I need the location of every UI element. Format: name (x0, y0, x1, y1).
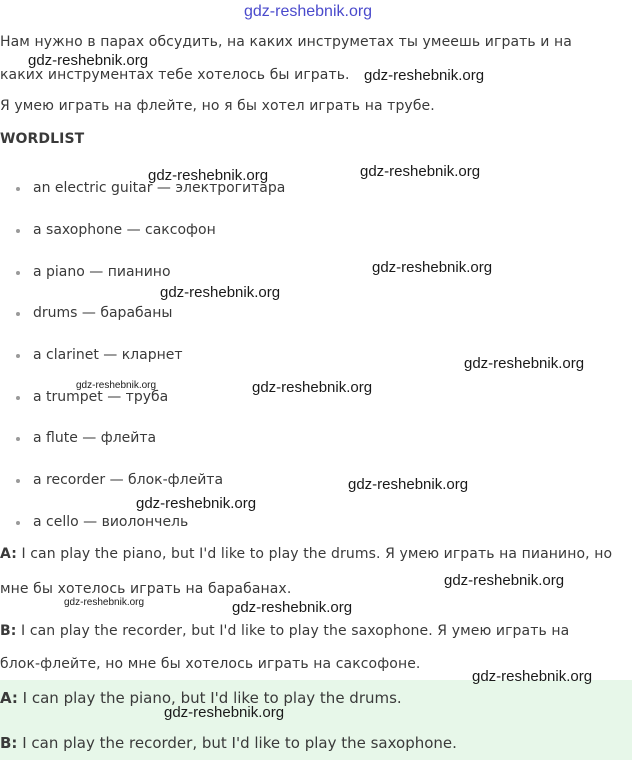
answer-text: I can play the recorder, but I'd like to play the saxophone. (17, 734, 457, 752)
watermark: gdz-reshebnik.org (252, 379, 373, 396)
watermark: gdz-reshebnik.org (372, 259, 493, 276)
dialogue-b-line-2: блок-флейте, но мне бы хотелось играть на саксофоне. (0, 656, 421, 672)
bullet-icon (16, 187, 20, 191)
watermark: gdz-reshebnik.org (28, 52, 149, 69)
watermark: gdz-reshebnik.org (164, 704, 285, 721)
list-item-text: a cello — виолончель (33, 514, 189, 530)
bullet-icon (16, 312, 20, 316)
watermark: gdz-reshebnik.org (348, 476, 469, 493)
bullet-icon (16, 271, 20, 275)
answer-line-b (0, 734, 457, 752)
speaker-label: A: (0, 689, 18, 707)
list-item-text: a recorder — блок-флейта (33, 472, 224, 488)
task-text-line-1: Нам нужно в парах обсудить, на каких инструметах ты умеешь играть и на (0, 34, 572, 50)
list-item-text: a flute — флейта (33, 430, 157, 446)
watermark: gdz-reshebnik.org (232, 599, 353, 616)
dialogue-a-line-2: мне бы хотелось играть на барабанах. (0, 581, 292, 597)
answer-text: I can play the piano, but I'd like to play the drums. (17, 689, 402, 707)
bullet-icon (16, 479, 20, 483)
watermark: gdz-reshebnik.org (360, 163, 481, 180)
bullet-icon (16, 396, 20, 400)
bullet-icon (16, 354, 20, 358)
dialogue-a-line-1 (0, 546, 612, 562)
wordlist-heading: WORDLIST (0, 131, 85, 147)
dialogue-text: I can play the recorder, but I'd like to play the saxophone. Я умею играть на (16, 623, 570, 639)
task-text-line-2: каких инструментах тебе хотелось бы играть. (0, 67, 350, 83)
speaker-label: B: (0, 623, 17, 639)
watermark: gdz-reshebnik.org (76, 380, 157, 391)
bullet-icon (16, 229, 20, 233)
watermark: gdz-reshebnik.org (148, 167, 269, 184)
watermark: gdz-reshebnik.org (136, 495, 257, 512)
list-item-text: a trumpet — труба (33, 389, 169, 405)
speaker-label: B: (0, 734, 18, 752)
dialogue-b-line-1 (0, 623, 569, 639)
bullet-icon (16, 437, 20, 441)
answer-box (0, 680, 632, 760)
watermark: gdz-reshebnik.org (364, 67, 485, 84)
watermark: gdz-reshebnik.org (472, 668, 593, 685)
example-translation: Я умею играть на флейте, но я бы хотел играть на трубе. (0, 98, 435, 114)
list-item-text: drums — барабаны (33, 305, 173, 321)
watermark: gdz-reshebnik.org (244, 3, 373, 20)
list-item-text: a piano — пианино (33, 264, 171, 280)
watermark: gdz-reshebnik.org (64, 597, 145, 608)
bullet-icon (16, 521, 20, 525)
list-item-text: a saxophone — саксофон (33, 222, 216, 238)
watermark: gdz-reshebnik.org (464, 355, 585, 372)
list-item-text: a clarinet — кларнет (33, 347, 183, 363)
speaker-label: A: (0, 546, 17, 562)
watermark: gdz-reshebnik.org (160, 284, 281, 301)
list-item-text: an electric guitar — электрогитара (33, 180, 286, 196)
dialogue-text: I can play the piano, but I'd like to play the drums. Я умею играть на пианино, но (16, 546, 613, 562)
watermark: gdz-reshebnik.org (444, 572, 565, 589)
